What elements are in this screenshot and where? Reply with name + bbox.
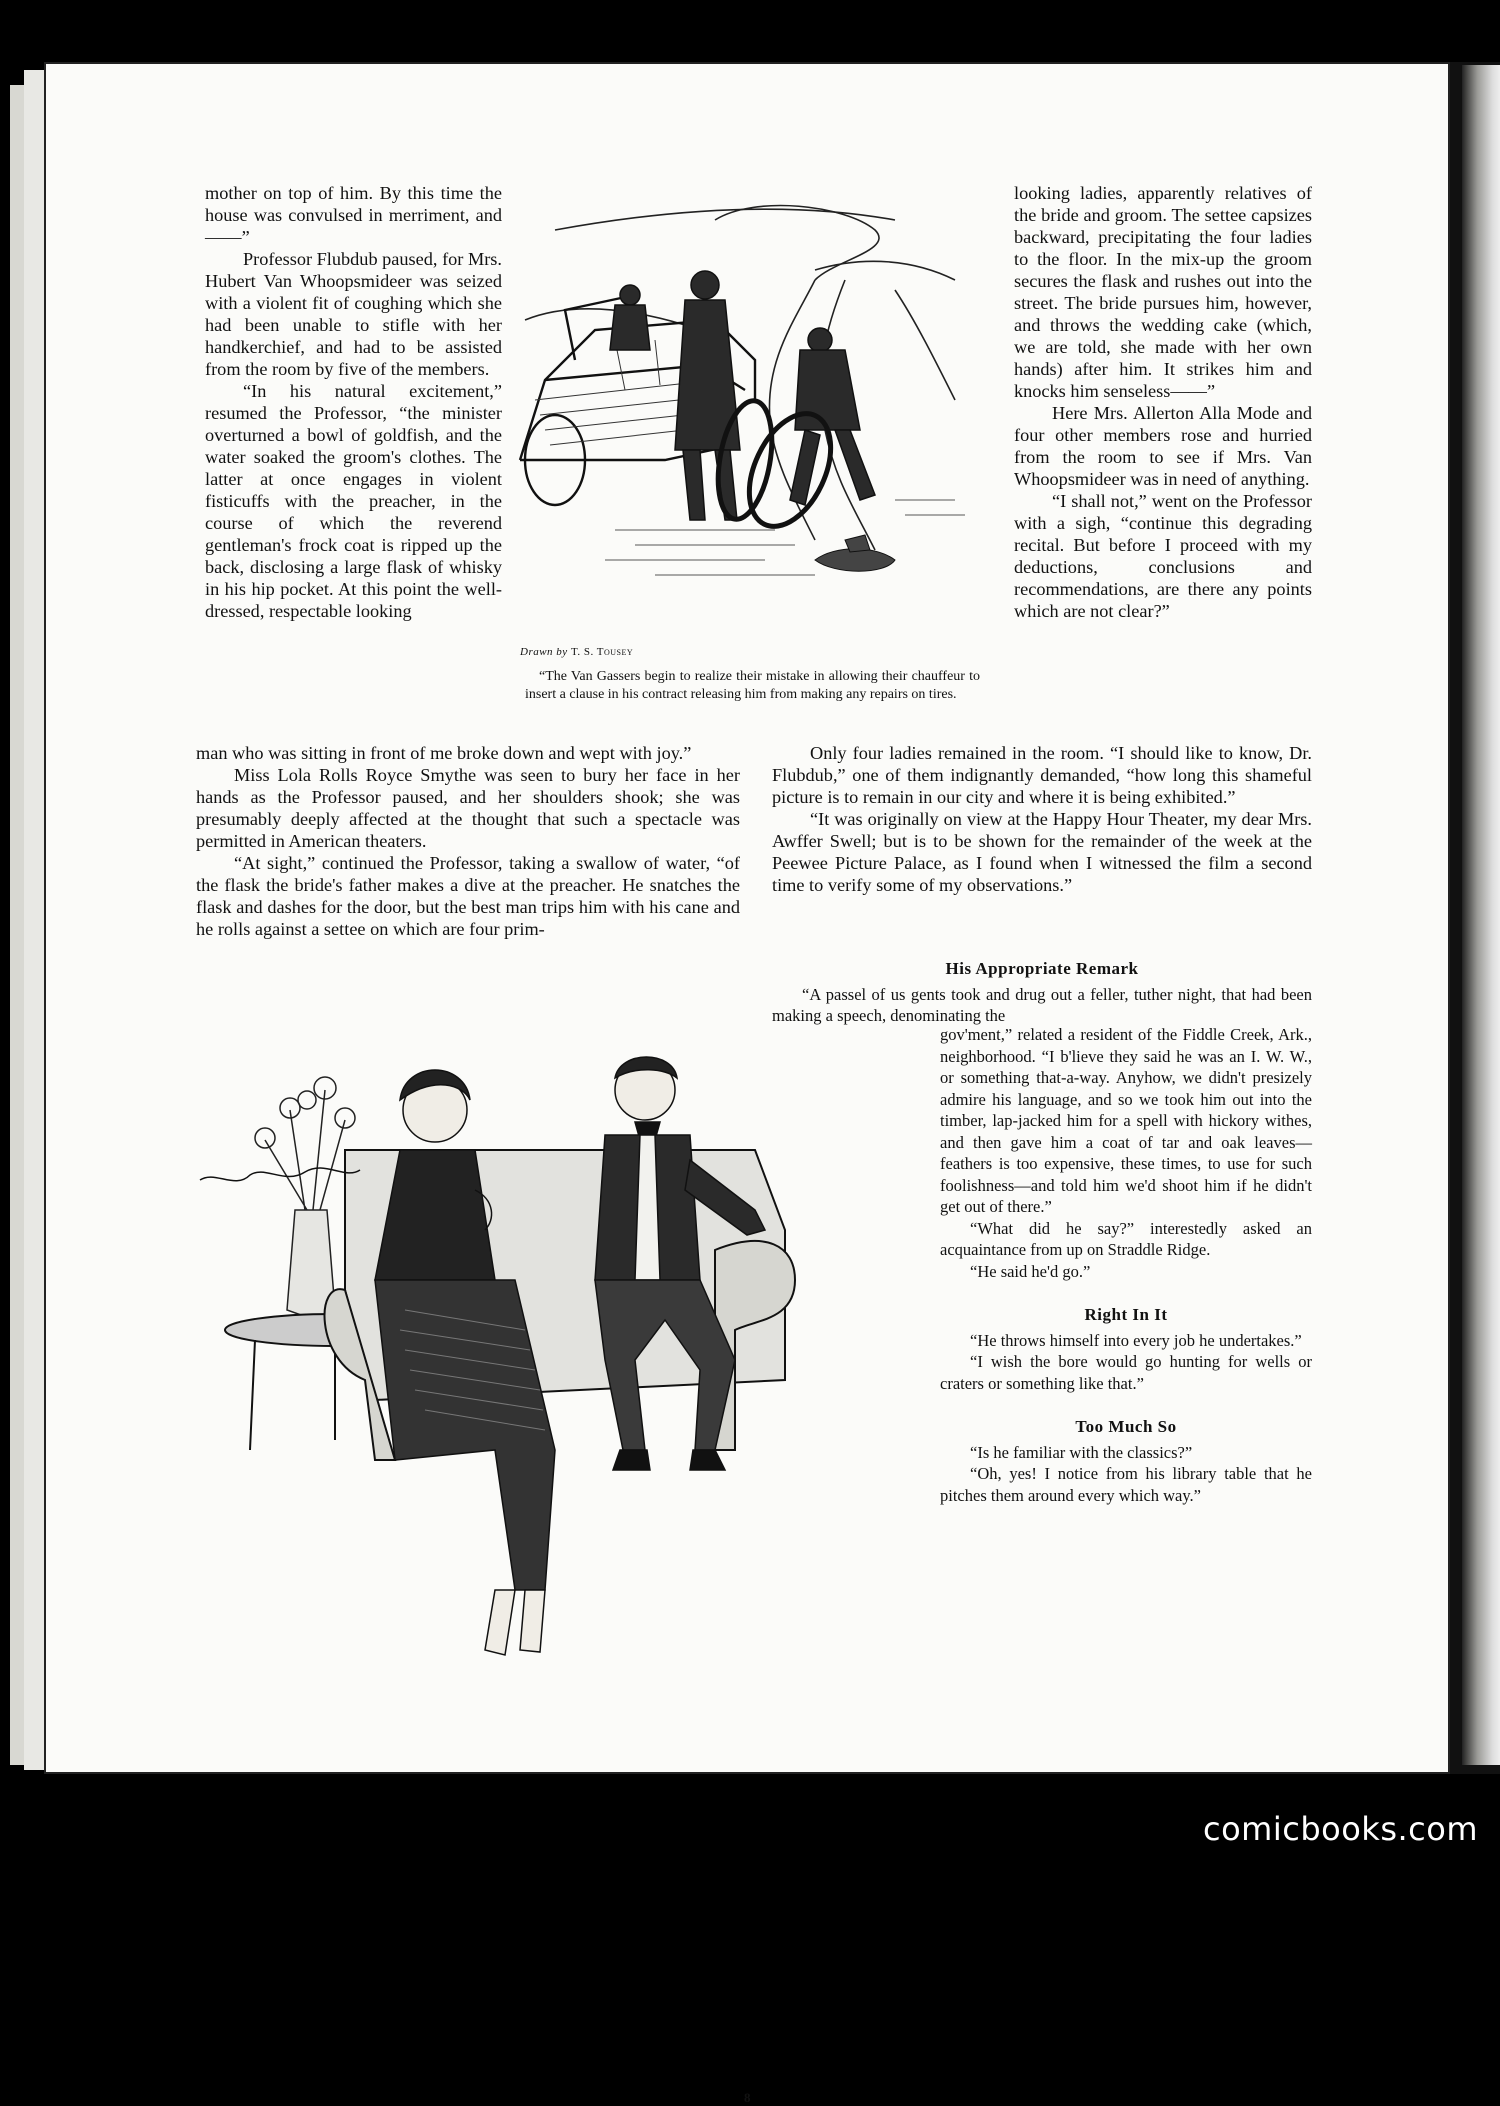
credit-prefix: Drawn by [520, 646, 568, 658]
joke-heading-appropriate-remark: His Appropriate Remark [945, 959, 1139, 978]
paragraph: “In his natural excitement,” resumed the Professor, “the minister overturned a bowl of goldfish, and the water soaked the groom's clothes. The latter at once engages in violent fisticuffs with the preacher, in the course of which the reverend gentleman's frock coat is ripped up the back, disclosing a large flask of whisky in his hip pocket. At this point the well-dressed, respectable looking [205, 381, 502, 621]
paragraph: “At sight,” continued the Professor, taking a swallow of water, “of the flask the bride's father makes a dive at the preacher. He snatches the flask and dashes for the door, but the best man trips him with his cane and he rolls against a settee on which are four prim- [196, 853, 740, 939]
page-number: 8 [744, 2090, 751, 2105]
jokes-narrow-column [940, 1024, 1312, 1506]
paragraph: man who was sitting in front of me broke down and wept with joy.” [196, 743, 692, 763]
paragraph: Here Mrs. Allerton Alla Mode and four other members rose and hurried from the room to see if Mrs. Van Whoopsmideer was in need of anything. [1014, 403, 1312, 489]
column-3-upper [1014, 182, 1312, 622]
illustration-couple-art [195, 1030, 920, 1970]
paragraph: Only four ladies remained in the room. “I should like to know, Dr. Flubdub,” one of them indignantly demanded, “how long this shameful picture is to remain in our city and where it is being exhibited.” [772, 743, 1312, 807]
joke-paragraph: “He throws himself into every job he undertakes.” [970, 1330, 1302, 1350]
paragraph: “It was originally on view at the Happy Hour Theater, my dear Mrs. Awffer Swell; but is to be shown for the remainder of the week at the Peewee Picture Palace, as I found when I witnessed the film a second time to verify some of my observations.” [772, 809, 1312, 895]
joke-paragraph: “He said he'd go.” [970, 1261, 1091, 1281]
paragraph: Professor Flubdub paused, for Mrs. Hubert Van Whoopsmideer was seized with a violent fit of coughing which she had been unable to stifle with her handkerchief, and had to be assisted from the room by five of the members. [205, 249, 502, 379]
jokes-section [772, 958, 1312, 1027]
paragraph: mother on top of him. By this time the house was convulsed in merriment, and——” [205, 183, 502, 247]
paragraph: Miss Lola Rolls Royce Smythe was seen to bury her face in her hands as the Professor paused, and her shoulders shook; she was presumably deeply affected at the thought that such a spectacle was permitted in American theaters. [196, 765, 740, 851]
watermark: comicbooks.com [1202, 1810, 1478, 1848]
paragraph: looking ladies, apparently relatives of the bride and groom. The settee capsizes backward, precipitating the four ladies to the floor. In the mix-up the groom secures the flask and rushes out into the street. The bride pursues him, however, and throws the wedding cake (which, we are told, she made with her own hands) after him. It strikes him and knocks him senseless——” [1014, 183, 1312, 401]
joke-paragraph: gov'ment,” related a resident of the Fiddle Creek, Ark., neighborhood. “I b'lieve they said he was an I. W. W., or something that-a-way. Anyhow, we didn't presizely admire his language, and so we took him out into the timber, lap-jacked him for a spell with hickory withes, and then gave him a coat of tar and oak leaves—feathers is too expensive, these times, to use for such foolishness—and told him we'd shoot him if he didn't get out of there.” [940, 1025, 1312, 1216]
couple-art-svg [195, 1030, 920, 1970]
column-1-upper [205, 182, 502, 622]
joke-paragraph: “A passel of us gents took and drug out a feller, tuther night, that had been making a speech, denominating the [772, 984, 1312, 1025]
illustration-car-tire [515, 200, 980, 630]
column-2-lower [772, 742, 1312, 896]
joke-paragraph: “Is he familiar with the classics?” [970, 1442, 1193, 1462]
caption-text: “The Van Gassers begin to realize their mistake in allowing their chauffeur to insert a clause in his contract releasing him from making any repairs on tires. [525, 669, 980, 702]
illustration-caption-tousey [525, 668, 980, 704]
facing-page-edge [1462, 65, 1500, 1765]
joke-paragraph: “Oh, yes! I notice from his library table that he pitches them around every which way.” [940, 1464, 1312, 1505]
column-1-lower [196, 742, 740, 940]
joke-heading-right-in-it: Right In It [1084, 1305, 1168, 1324]
credit-name: T. S. Tousey [570, 646, 634, 658]
joke-paragraph: “I wish the bore would go hunting for wells or craters or something like that.” [940, 1352, 1312, 1393]
illustration-credit-tousey [520, 646, 633, 658]
car-tire-drawing [515, 200, 980, 630]
joke-heading-too-much-so: Too Much So [1075, 1417, 1177, 1436]
paragraph: “I shall not,” went on the Professor with a sigh, “continue this degrading recital. But before I proceed with my deductions, conclusions and recommendations, are there any points which are not clear?” [1014, 491, 1312, 621]
joke-paragraph: “What did he say?” interestedly asked an acquaintance from up on Straddle Ridge. [940, 1218, 1312, 1259]
